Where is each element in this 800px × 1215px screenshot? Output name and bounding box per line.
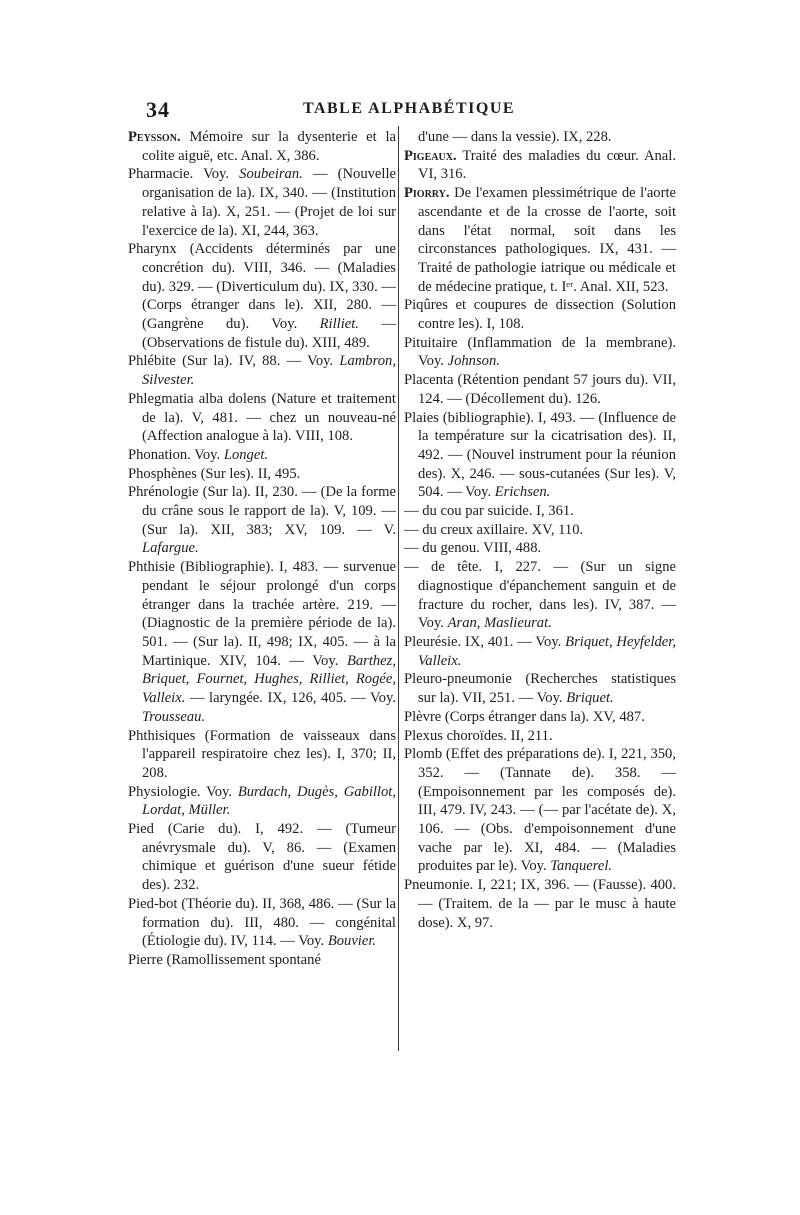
index-entry xyxy=(404,521,676,540)
index-entry xyxy=(404,128,676,147)
right-column xyxy=(404,128,676,932)
entry-reference: Burdach, Dugès, Gabillot, Lordat, Müller. xyxy=(142,783,396,819)
entry-text: Piqûres et coupures de dissection (Solution contre les). I, 108. xyxy=(404,297,676,333)
entry-text: — du cou par suicide. I, 361. xyxy=(404,503,574,520)
entry-reference: Bouvier. xyxy=(327,933,377,950)
entry-text: — (Observations de fistule du). XIII, 489. xyxy=(142,316,396,351)
entry-text: d'une — dans la vessie). IX, 228. xyxy=(418,129,612,145)
index-entry xyxy=(128,446,396,465)
entry-text: De l'examen plessimétrique de l'aorte ascendante et de la crosse de l'aorte, soit dans l'état normal, soit dans les circonstances pathologiques. IX, 431. — Traité de pathologie iatrique ou médicale et de médecine pratique, t. Iᵉʳ. Anal. XII, 523. xyxy=(418,185,676,295)
entry-text: — (Nouvelle organisation de la). IX, 340. — (Institution relative à la). X, 251. — (Projet de loi sur l'exercice de la). XI, 244, 363. xyxy=(142,166,396,239)
entry-author: Peysson. xyxy=(128,129,181,145)
index-entry xyxy=(128,352,396,389)
page-header xyxy=(138,97,680,121)
entry-text: — du creux axillaire. XV, 110. xyxy=(404,521,584,538)
entry-text: Plomb (Effet des préparations de). I, 221, 350, 352. — (Tannate de). 358. — (Empoisonnement par les composés de). III, 479. IV, 243. — (— par l'acétate de). X, 106. — (Obs. d'empoisonnement d'une vache par le). XI, 484. — (Maladies produites par le). Voy. xyxy=(404,746,676,875)
entry-text: Phlébite (Sur la). IV, 88. — Voy. xyxy=(128,353,340,370)
running-title: TABLE ALPHABÉTIQUE xyxy=(302,100,516,117)
index-entry xyxy=(404,670,676,707)
index-entry xyxy=(128,895,396,951)
entry-reference: Barthez, Briquet, Fournet, Hughes, Rilliet, Rogée, Valleix. xyxy=(142,652,396,707)
entry-text: Plèvre (Corps étranger dans la). XV, 487. xyxy=(404,708,645,725)
index-entry xyxy=(128,165,396,240)
index-entry xyxy=(128,820,396,895)
index-entry xyxy=(404,633,676,670)
index-entry xyxy=(404,147,676,184)
entry-reference: Briquet. xyxy=(566,690,614,707)
entry-text: Traité des maladies du cœur. Anal. VI, 316. xyxy=(418,147,676,183)
index-entry xyxy=(128,465,396,484)
entry-reference: Tanquerel. xyxy=(550,858,613,875)
entry-text: Placenta (Rétention pendant 57 jours du). VII, 124. — (Décollement du). 126. xyxy=(404,372,676,407)
index-entry xyxy=(404,558,676,633)
index-entry xyxy=(404,745,676,876)
entry-text: Pleurésie. IX, 401. — Voy. xyxy=(404,633,566,650)
entry-text: Physiologie. Voy. xyxy=(128,783,238,800)
index-entry xyxy=(128,558,396,726)
index-entry xyxy=(128,240,396,352)
index-entry xyxy=(128,483,396,558)
entry-text: Pierre (Ramollissement spontané xyxy=(128,951,321,968)
page-number: 34 xyxy=(146,97,170,122)
column-divider xyxy=(398,126,399,1051)
entry-reference: Trousseau. xyxy=(142,708,206,725)
index-entry xyxy=(128,727,396,783)
entry-text: — laryngée. IX, 126, 405. — Voy. xyxy=(185,690,396,707)
entry-text: Plexus choroïdes. II, 211. xyxy=(404,727,553,744)
entry-text: Phosphènes (Sur les). II, 495. xyxy=(128,465,301,482)
index-entry xyxy=(128,390,396,446)
index-entry xyxy=(128,951,396,970)
index-entry xyxy=(404,409,676,503)
entry-reference: Lambron, Silvester. xyxy=(142,353,396,389)
entry-text: Pharynx (Accidents déterminés par une concrétion du). VIII, 346. — (Maladies du). 329. — (Diverticulum du). IX, 330. — (Corps étranger dans le). XII, 280. — (Gangrène du). Voy. xyxy=(128,241,396,333)
index-entry xyxy=(404,296,676,333)
index-entry xyxy=(404,334,676,371)
entry-text: Phthisie (Bibliographie). I, 483. — survenue pendant le séjour prolongé d'un corps étranger dans la trachée artère. 219. — (Diagnostic de la première période de la). 501. — (Sur la). II, 498; IX, 405. — à la Martinique. XIV, 104. — Voy. xyxy=(128,559,396,669)
left-column xyxy=(128,128,396,970)
index-entry xyxy=(128,128,396,165)
entry-text: Pituitaire (Inflammation de la membrane). Voy. xyxy=(404,334,676,370)
entry-author: Piorry. xyxy=(404,185,450,202)
entry-reference: Johnson. xyxy=(447,353,500,370)
index-entry xyxy=(404,371,676,408)
entry-reference: Lafargue. xyxy=(142,540,199,557)
entry-reference: Briquet, Heyfelder, Valleix. xyxy=(418,633,676,669)
entry-text: Pharmacie. Voy. xyxy=(128,166,240,183)
entry-text: Phlegmatia alba dolens (Nature et traitement de la). V, 481. — chez un nouveau-né (Affection analogue à la). VIII, 108. xyxy=(128,390,396,445)
entry-text: Pleuro-pneumonie (Recherches statistiques sur la). VII, 251. — Voy. xyxy=(404,671,676,707)
entry-text: Pneumonie. I, 221; IX, 396. — (Fausse). 400. — (Traitem. de la — par le musc à haute dose). X, 97. xyxy=(404,877,676,931)
entry-reference: Aran, Maslieurat. xyxy=(447,615,552,632)
entry-reference: Soubeiran. xyxy=(239,166,303,183)
entry-text: Phthisiques (Formation de vaisseaux dans l'appareil respiratoire chez les). I, 370; II, 208. xyxy=(128,727,396,781)
entry-text: — du genou. VIII, 488. xyxy=(404,540,542,557)
entry-text: Mémoire sur la dysenterie et la colite aiguë, etc. Anal. X, 386. xyxy=(142,129,396,164)
entry-author: Pigeaux. xyxy=(404,147,457,164)
entry-reference: Longet. xyxy=(223,446,269,463)
entry-text: Plaies (bibliographie). I, 493. — (Influence de la température sur la cicatrisation des). II, 492. — (Nouvel instrument pour la réunion des). X, 246. — sous-cutanées (Sur les). V, 504. — Voy. xyxy=(404,409,676,501)
index-entry xyxy=(404,876,676,932)
entry-reference: Erichsen. xyxy=(494,484,551,501)
index-entry xyxy=(404,708,676,727)
index-entry xyxy=(404,502,676,521)
index-entry xyxy=(404,539,676,558)
entry-text: Pied (Carie du). I, 492. — (Tumeur anévrysmale du). V, 86. — (Examen chimique et guérison d'une sueur fétide des). 232. xyxy=(128,821,396,894)
index-entry xyxy=(404,184,676,296)
index-entry xyxy=(128,783,396,820)
entry-reference: Rilliet. xyxy=(319,316,359,333)
entry-text: Pied-bot (Théorie du). II, 368, 486. — (Sur la formation du). III, 480. — congénital (Étiologie du). IV, 114. — Voy. xyxy=(128,895,396,950)
entry-text: — de tête. I, 227. — (Sur un signe diagnostique d'épanchement sanguin et de fracture du rocher, dans les). IV, 387. — Voy. xyxy=(404,559,676,632)
index-entry xyxy=(404,727,676,746)
entry-text: Phrénologie (Sur la). II, 230. — (De la forme du crâne sous le rapport de la). V, 109. — (Sur la). XII, 383; XV, 109. — V. xyxy=(128,484,396,538)
entry-text: Phonation. Voy. xyxy=(128,446,224,463)
